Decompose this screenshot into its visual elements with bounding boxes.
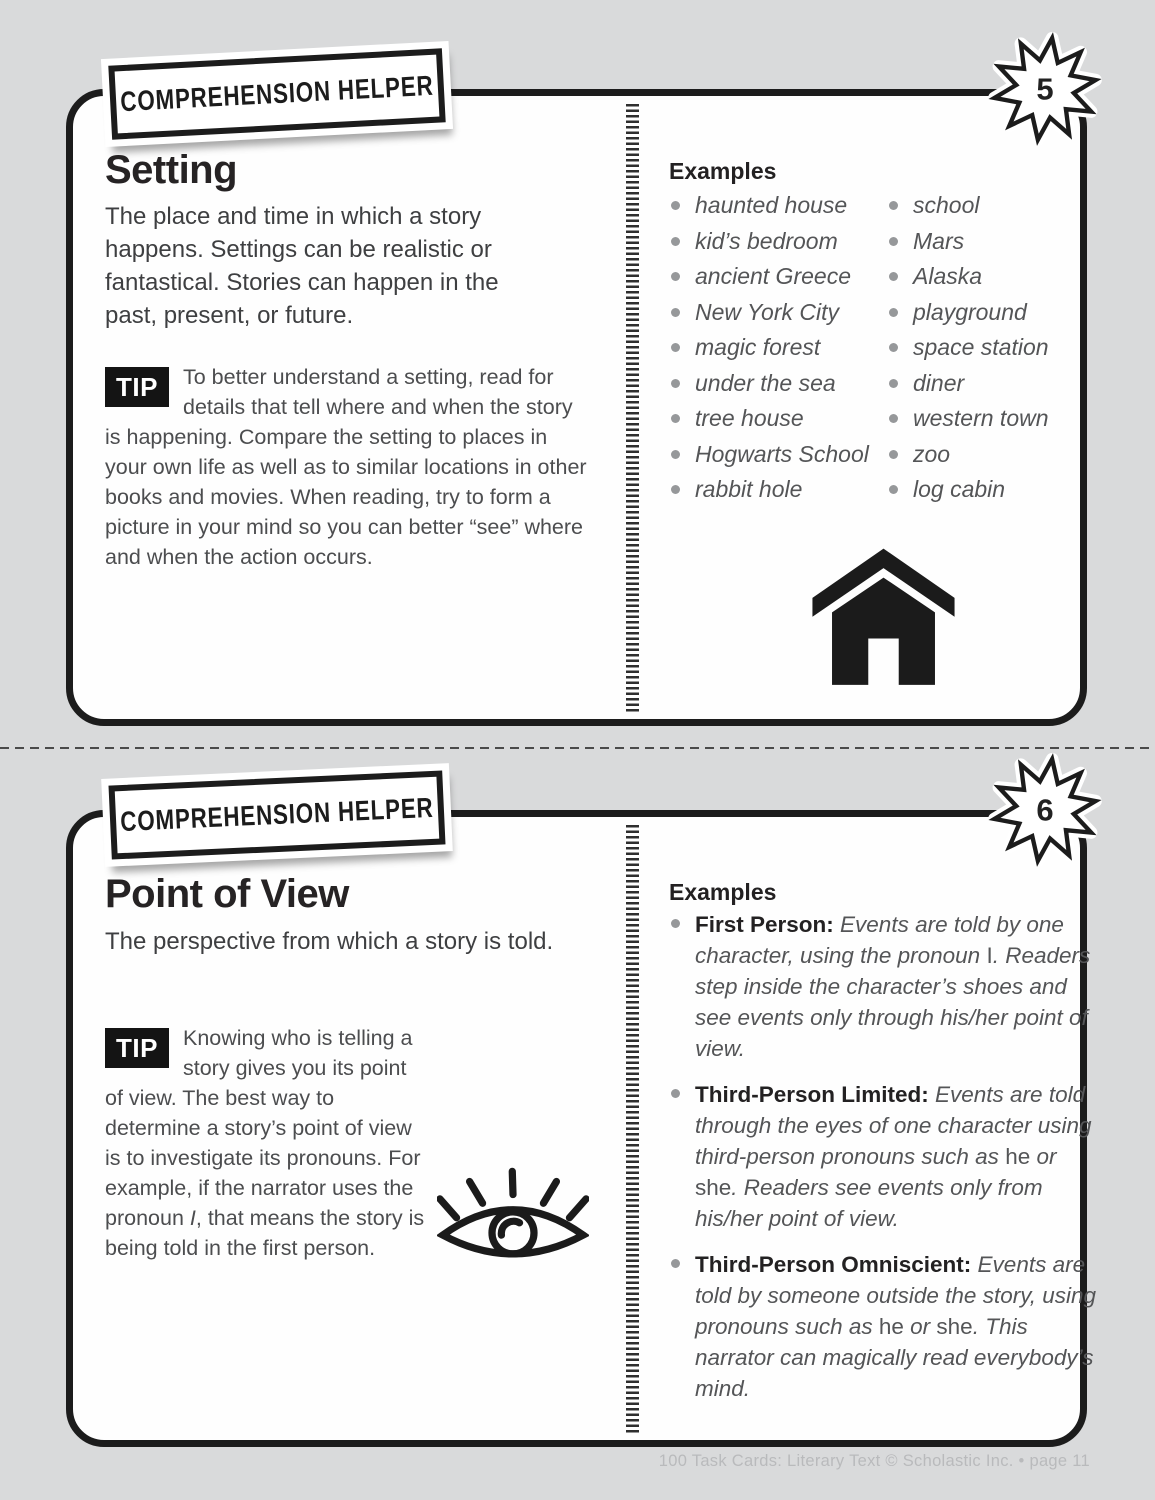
examples-list (669, 909, 1097, 1419)
text-segment: or (1030, 1144, 1057, 1169)
example-item (669, 1079, 1097, 1234)
text-segment: Third-Person Omniscient: (695, 1252, 978, 1277)
text-segment: she (936, 1314, 973, 1339)
page-footer: 100 Task Cards: Literary Text © Scholastic Inc. • page 11 (658, 1452, 1090, 1470)
house-icon (811, 546, 956, 686)
example-item: magic forest (669, 330, 887, 366)
text-segment: . Readers see events only from his/her point of view. (695, 1175, 1043, 1231)
badge-number: 6 (1036, 792, 1054, 828)
example-item: Mars (887, 224, 1092, 260)
text-segment: , that means the story is being told in the first person. (105, 1206, 425, 1260)
text-segment: I (189, 1206, 196, 1230)
card-definition: The place and time in which a story happens. Settings can be realistic or fantastical. Stories can happen in the past, present, or future. (105, 203, 499, 329)
banner-frame (108, 48, 445, 139)
text-segment: I (986, 943, 993, 968)
text-segment: . Readers step inside the character’s shoes and see events only through his/her point of view. (695, 943, 1091, 1061)
text-segment: he (878, 1314, 904, 1339)
example-item: ancient Greece (669, 259, 887, 295)
examples-column-2 (887, 188, 1092, 508)
example-item: kid’s bedroom (669, 224, 887, 260)
example-item (669, 909, 1097, 1064)
text-segment: Events are told by someone outside the story, using pronouns such as (695, 1252, 1097, 1339)
card-title: Point of View (105, 872, 349, 916)
example-item: New York City (669, 295, 887, 331)
tip-badge: TIP (105, 367, 169, 407)
card-number-badge-6 (984, 749, 1106, 871)
house-icon-svg (811, 546, 956, 686)
binding-divider (626, 825, 639, 1434)
examples-heading: Examples (669, 879, 777, 905)
text-segment: Events are told through the eyes of one character using third-person pronouns such as (695, 1082, 1092, 1169)
example-item: western town (887, 401, 1092, 437)
text-segment: . This narrator can magically read everybody’s mind. (695, 1314, 1094, 1401)
example-item: school (887, 188, 1092, 224)
example-item: under the sea (669, 366, 887, 402)
example-item: zoo (887, 437, 1092, 473)
example-item: space station (887, 330, 1092, 366)
example-item: tree house (669, 401, 887, 437)
card-number-badge-5 (984, 28, 1106, 150)
comprehension-helper-banner (101, 41, 453, 147)
banner-label: COMPREHENSION HELPER (119, 69, 435, 118)
text-segment: Knowing who is telling a story gives you its point of view. The best way to determine a story’s point of view is to investigate its pronouns. For example, if the narrator uses the pronoun (105, 1026, 421, 1230)
tip-badge: TIP (105, 1028, 169, 1068)
example-item (669, 1249, 1097, 1404)
examples-column-1 (669, 188, 887, 508)
example-item: playground (887, 295, 1092, 331)
text-segment: To better understand a setting, read for details that tell where and when the story is happening. Compare the setting to places in your own life as well as to similar locations in other books and movies. When reading, try to form a picture in your mind so you can better “see” where and when the action occurs. (105, 365, 587, 569)
binding-divider (626, 104, 639, 713)
text-segment: he (1005, 1144, 1031, 1169)
example-item: Alaska (887, 259, 1092, 295)
example-item: log cabin (887, 472, 1092, 508)
badge-number: 5 (1036, 71, 1054, 107)
text-segment: she (695, 1175, 732, 1200)
card-definition: The perspective from which a story is told. (105, 928, 554, 955)
comprehension-helper-banner (101, 763, 453, 867)
tip-paragraph (105, 362, 589, 572)
example-item: rabbit hole (669, 472, 887, 508)
task-card-setting (66, 89, 1087, 726)
example-item: diner (887, 366, 1092, 402)
example-item: haunted house (669, 188, 887, 224)
dashed-cut-line (0, 747, 1155, 749)
eye-icon (427, 1135, 589, 1273)
examples-heading: Examples (669, 158, 777, 184)
task-card-point-of-view (66, 810, 1097, 1447)
tip-text (105, 365, 587, 569)
text-segment: or (903, 1314, 937, 1339)
text-segment: Events are told by one character, using the pronoun (695, 912, 1064, 968)
tip-paragraph (105, 1023, 589, 1273)
banner-label: COMPREHENSION HELPER (119, 791, 435, 838)
eye-icon-svg (437, 1161, 589, 1273)
card-title: Setting (105, 148, 238, 192)
example-item: Hogwarts School (669, 437, 887, 473)
text-segment: First Person: (695, 912, 841, 937)
banner-frame (108, 770, 445, 859)
text-segment: Third-Person Limited: (695, 1082, 936, 1107)
